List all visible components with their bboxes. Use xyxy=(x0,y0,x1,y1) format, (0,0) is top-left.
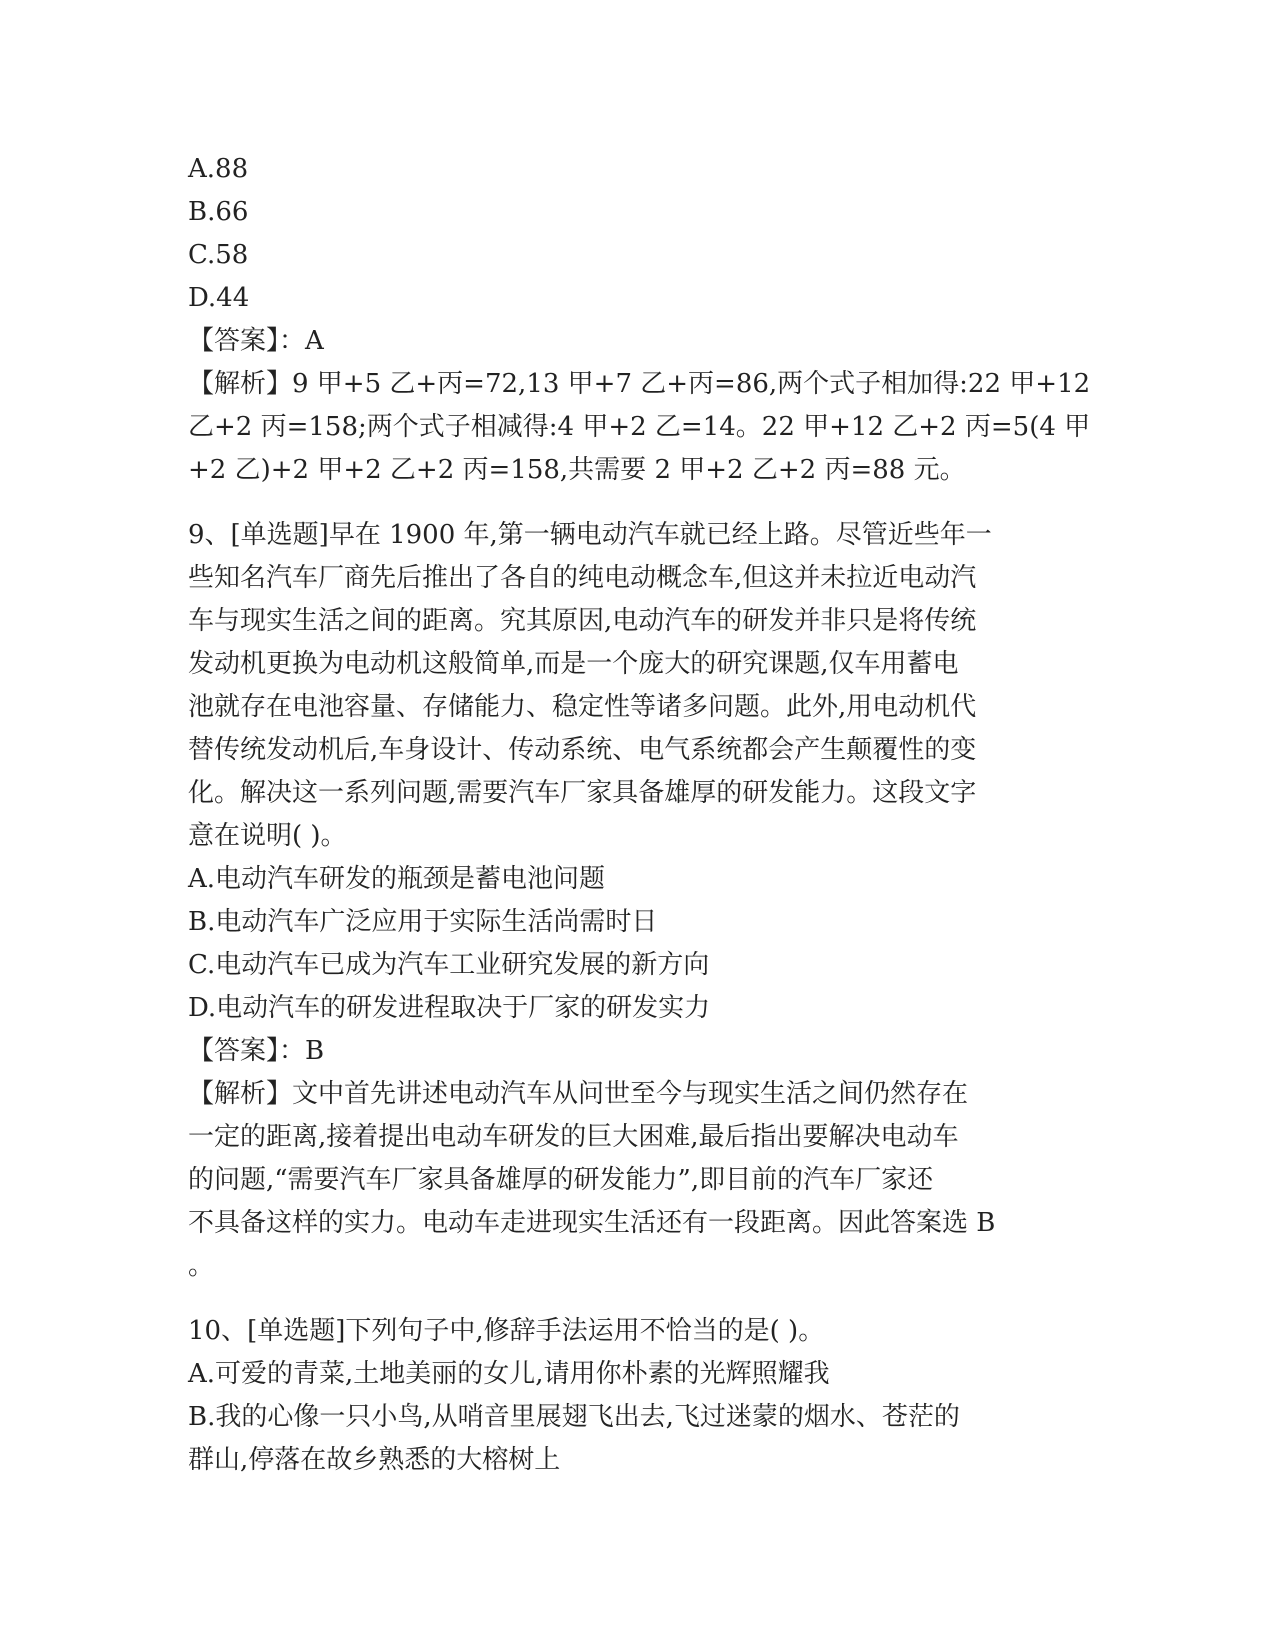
q9-question-line: 池就存在电池容量、存储能力、稳定性等诸多问题。此外,用电动机代 xyxy=(188,692,977,722)
section-gap xyxy=(188,492,1088,514)
q9-question-line: 些知名汽车厂商先后推出了各自的纯电动概念车,但这并未拉近电动汽 xyxy=(188,563,977,593)
q9-question-line: 9、[单选题]早在 1900 年,第一辆电动汽车就已经上路。尽管近些年一 xyxy=(188,520,992,550)
q9-option-c: C.电动汽车已成为汽车工业研究发展的新方向 xyxy=(188,950,710,980)
q10-option-b: B.我的心像一只小鸟,从哨音里展翅飞出去,飞过迷蒙的烟水、苍茫的 xyxy=(188,1402,960,1432)
q9-question-line: 化。解决这一系列问题,需要汽车厂家具备雄厚的研发能力。这段文字 xyxy=(188,778,977,808)
q9-analysis-line: 的问题,“需要汽车厂家具备雄厚的研发能力”,即目前的汽车厂家还 xyxy=(188,1165,934,1195)
q9-analysis-line: 【解析】文中首先讲述电动汽车从问世至今与现实生活之间仍然存在 xyxy=(188,1079,969,1109)
q9-analysis-line: 一定的距离,接着提出电动车研发的巨大困难,最后指出要解决电动车 xyxy=(188,1122,959,1152)
q8-answer: 【答案】：A xyxy=(188,326,324,356)
q9-question-line: 发动机更换为电动机这般简单,而是一个庞大的研究课题,仅车用蓄电 xyxy=(188,649,959,679)
q9-question-line: 意在说明( )。 xyxy=(188,821,347,851)
document-content xyxy=(188,148,1091,1482)
q9-option-d: D.电动汽车的研发进程取决于厂家的研发实力 xyxy=(188,993,711,1023)
question-8 xyxy=(188,148,1091,492)
q8-option-c: C.58 xyxy=(188,240,249,270)
question-10 xyxy=(188,1310,1088,1482)
q8-option-a: A.88 xyxy=(188,154,249,184)
q9-question-line: 替传统发动机后,车身设计、传动系统、电气系统都会产生颠覆性的变 xyxy=(188,735,977,765)
q9-question-line: 车与现实生活之间的距离。究其原因,电动汽车的研发并非只是将传统 xyxy=(188,606,977,636)
q9-option-b: B.电动汽车广泛应用于实际生活尚需时日 xyxy=(188,907,658,937)
q9-analysis-line: 不具备这样的实力。电动车走进现实生活还有一段距离。因此答案选 B xyxy=(188,1208,996,1238)
q10-question-line: 10、[单选题]下列句子中,修辞手法运用不恰当的是( )。 xyxy=(188,1316,825,1346)
question-9 xyxy=(188,514,1088,1288)
q8-option-d: D.44 xyxy=(188,283,250,313)
section-gap xyxy=(188,1288,1088,1310)
q9-analysis-line: 。 xyxy=(188,1251,215,1281)
q9-answer: 【答案】：B xyxy=(188,1036,325,1066)
q10-option-a: A.可爱的青菜,土地美丽的女儿,请用你朴素的光辉照耀我 xyxy=(188,1359,830,1389)
q9-option-a: A.电动汽车研发的瓶颈是蓄电池问题 xyxy=(188,864,606,894)
q8-analysis-line: +2 乙)+2 甲+2 乙+2 丙=158,共需要 2 甲+2 乙+2 丙=88 元。 xyxy=(188,455,966,485)
q8-analysis-line: 乙+2 丙=158;两个式子相减得:4 甲+2 乙=14。22 甲+12 乙+2 丙=5(4 甲 xyxy=(188,412,1091,442)
q8-analysis-line: 【解析】9 甲+5 乙+丙=72,13 甲+7 乙+丙=86,两个式子相加得:22 甲+12 xyxy=(188,369,1091,399)
q10-option-b-cont: 群山,停落在故乡熟悉的大榕树上 xyxy=(188,1445,561,1475)
q8-option-b: B.66 xyxy=(188,197,249,227)
